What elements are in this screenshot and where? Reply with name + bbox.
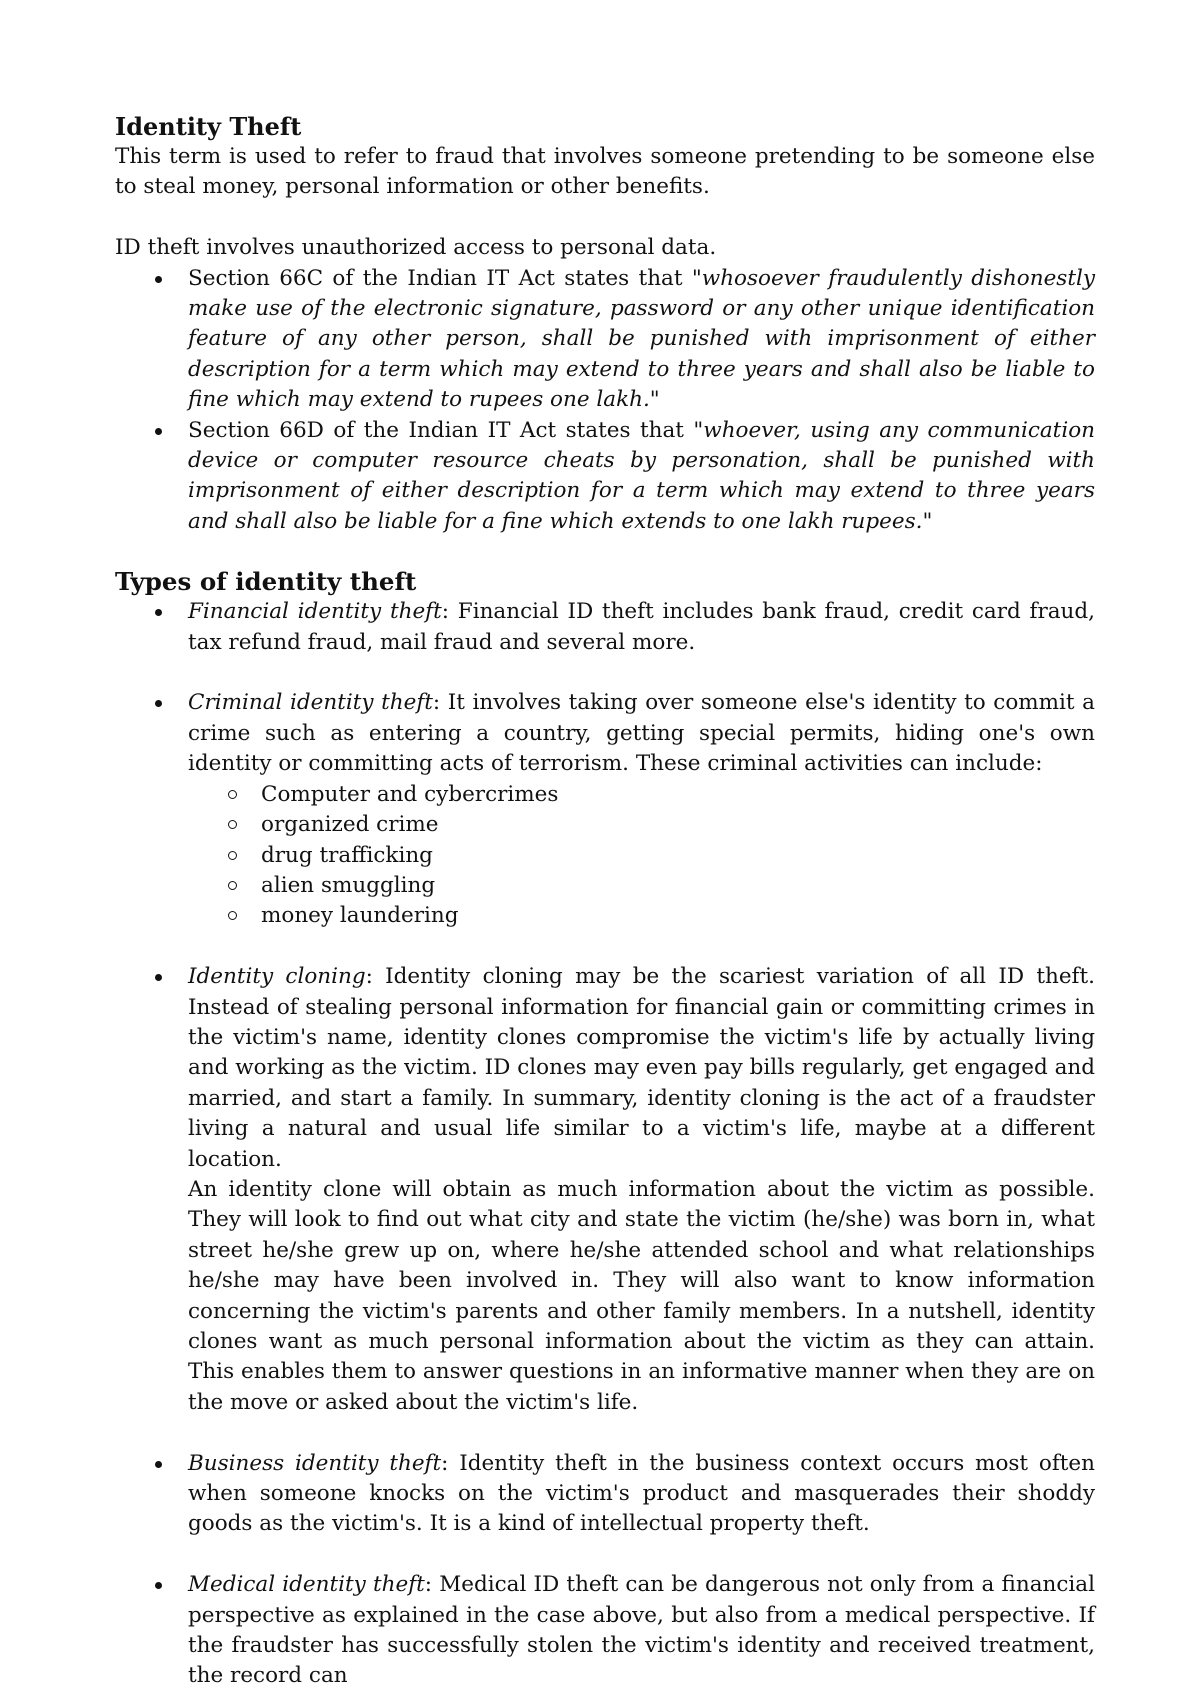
types-heading: Types of identity theft: [115, 567, 417, 597]
bullet-icon: [155, 276, 162, 283]
sub-list-item: [261, 871, 1095, 901]
section-quote: "whosoever fraudulently dishonestly make use of the electronic signature, password or any other unique identification feature of any other person, shall be punished with imprisonment of either description for a term which may extend to three years and shall also be liable to fine which may extend to rupees one lakh.": [188, 265, 1096, 413]
legal-sections-list: [115, 264, 1095, 538]
sub-item-text: Computer and cybercrimes: [261, 781, 559, 807]
circle-bullet-icon: [228, 851, 237, 860]
section-quote: "whoever, using any communication device or computer resource cheats by personation, shall be punished with imprisonment of either description for a term which may extend to three years and shall also be liable for a fine which extends to one lakh rupees.": [188, 417, 1095, 534]
sub-item-text: drug trafficking: [261, 842, 433, 868]
type-description-continued: An identity clone will obtain as much information about the victim as possible. They will look to find out what city and state the victim (he/she) was born in, what street he/she grew up on, where he/she attended school and what relationships he/she may have been involved in. They will also want to know information concerning the victim's parents and other family members. In a nutshell, identity clones want as much personal information about the victim as they can attain. This enables them to answer questions in an informative manner when they are on the move or asked about the victim's life.: [188, 1176, 1095, 1415]
type-description: : It involves taking over someone else's identity to commit a crime such as entering a country, getting special permits, hiding one's own identity or committing acts of terrorism. These criminal activities can include:: [188, 690, 1095, 777]
document-page: [115, 112, 1095, 1692]
list-item: [188, 962, 1095, 1418]
sub-item-text: organized crime: [261, 812, 439, 838]
type-description: : Identity theft in the business context occurs most often when someone knocks on the victim's product and masquerades their shoddy goods as the victim's. It is a kind of intellectual property theft.: [188, 1450, 1095, 1537]
type-description: : Medical ID theft can be dangerous not only from a financial perspective as explained in the case above, but also from a medical perspective. If the fraudster has successfully stolen the victim's identity and received treatment, the record can: [188, 1572, 1095, 1689]
sub-list-item: [261, 780, 1095, 810]
intro-paragraph: This term is used to refer to fraud that involves someone pretending to be someone else to steal money, personal information or other benefits.: [115, 144, 1095, 200]
bullet-icon: [155, 609, 162, 616]
circle-bullet-icon: [228, 911, 237, 920]
type-term: Criminal identity theft: [188, 690, 433, 716]
list-item: [188, 264, 1095, 416]
type-term: Medical identity theft: [188, 1572, 425, 1598]
sub-list-item: [261, 810, 1095, 840]
types-list: [115, 597, 1095, 1692]
sub-item-text: alien smuggling: [261, 872, 436, 898]
criminal-activities-list: [188, 780, 1095, 932]
circle-bullet-icon: [228, 790, 237, 799]
type-description: : Identity cloning may be the scariest variation of all ID theft. Instead of stealing personal information for financial gain or committing crimes in the victim's name, identity clones compromise the victim's life by actually living and working as the victim. ID clones may even pay bills regularly, get engaged and married, and start a family. In summary, identity cloning is the act of a fraudster living a natural and usual life similar to a victim's life, maybe at a different location.: [188, 964, 1095, 1172]
bullet-icon: [155, 1461, 162, 1468]
circle-bullet-icon: [228, 820, 237, 829]
bullet-icon: [155, 1582, 162, 1589]
list-item: [188, 1570, 1095, 1692]
page-title: Identity Theft: [115, 112, 302, 141]
list-item: [188, 597, 1095, 658]
list-item: [188, 416, 1095, 538]
bullet-icon: [155, 700, 162, 707]
type-term: Business identity theft: [188, 1450, 442, 1476]
id-theft-line: ID theft involves unauthorized access to personal data.: [115, 235, 717, 261]
bullet-icon: [155, 974, 162, 981]
circle-bullet-icon: [228, 881, 237, 890]
list-item: [188, 1449, 1095, 1540]
type-description: : Financial ID theft includes bank fraud, credit card fraud, tax refund fraud, mail fraud and several more.: [188, 599, 1096, 655]
section-lead: Section 66C of the Indian IT Act states that: [188, 265, 692, 291]
type-term: Identity cloning: [188, 964, 366, 990]
sub-list-item: [261, 901, 1095, 931]
sub-item-text: money laundering: [261, 903, 459, 929]
list-item: [188, 688, 1095, 931]
sub-list-item: [261, 841, 1095, 871]
bullet-icon: [155, 428, 162, 435]
section-lead: Section 66D of the Indian IT Act states that: [188, 417, 694, 443]
type-term: Financial identity theft: [188, 599, 442, 625]
